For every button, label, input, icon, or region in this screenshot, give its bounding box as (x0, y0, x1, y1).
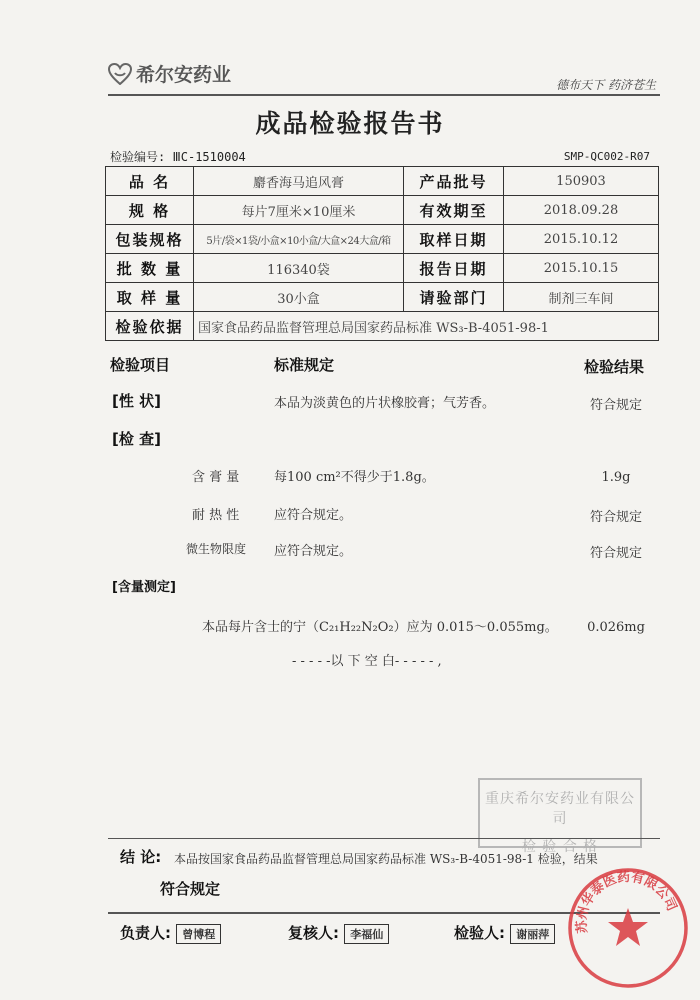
basis-value: 国家食品药品监督管理总局国家药品标准 WS₃-B-4051-98-1 (194, 312, 659, 341)
sub-test-name: 微生物限度 (186, 542, 247, 556)
assay-standard: 本品每片含士的宁（C₂₁H₂₂N₂O₂）应为 0.015～0.055mg。 (202, 620, 558, 635)
conclusion-divider (108, 838, 660, 839)
appearance-result: 符合规定 (589, 398, 642, 413)
appearance-standard: 本品为淡黄色的片状橡胶膏；气芳香。 (274, 396, 496, 411)
sample-qty-label: 取 样 量 (106, 283, 194, 312)
assay-result: 0.026mg (587, 620, 645, 635)
sub-test-name: 耐 热 性 (192, 508, 240, 523)
table-row (106, 225, 659, 254)
spec-value: 每片7厘米×10厘米 (194, 196, 404, 225)
sample-date-value: 2015.10.12 (504, 225, 659, 254)
sub-test-result: 符合规定 (589, 546, 642, 561)
document-code: SMP-QC002-R07 (563, 150, 650, 163)
column-header-item: 检验项目 (110, 356, 171, 374)
sub-test-standard: 应符合规定。 (274, 508, 353, 523)
basis-label: 检验依据 (106, 312, 194, 341)
department-value: 制剂三车间 (504, 283, 659, 312)
appearance-label: [性 状] (112, 392, 161, 410)
report-date-label: 报告日期 (404, 254, 504, 283)
column-header-result: 检验结果 (584, 358, 645, 376)
conclusion-verdict: 符合规定 (160, 880, 221, 898)
inspector-name: 谢丽萍 (510, 924, 555, 944)
quantity-label: 批 数 量 (106, 254, 194, 283)
report-date-value: 2015.10.15 (504, 254, 659, 283)
package-label: 包装规格 (106, 225, 194, 254)
inspection-label: [检 查] (112, 430, 161, 448)
sub-test-result: 1.9g (601, 470, 631, 485)
company-slogan: 德布天下 药济苍生 (556, 78, 656, 92)
company-name: 希尔安药业 (136, 64, 232, 86)
sample-date-label: 取样日期 (404, 225, 504, 254)
spec-label: 规 格 (106, 196, 194, 225)
inspector-signature: 检验人: 谢丽萍 (454, 922, 555, 944)
sub-test-standard: 应符合规定。 (274, 544, 353, 559)
seal-star-icon (608, 908, 648, 946)
responsible-signature: 负责人: 曾博程 (120, 922, 221, 944)
reviewer-name: 李福仙 (344, 924, 389, 944)
sample-qty-value: 30小盒 (194, 283, 404, 312)
column-header-standard: 标准规定 (274, 356, 335, 374)
product-info-table (105, 166, 659, 341)
red-company-seal (566, 866, 690, 990)
sub-test-result: 符合规定 (589, 510, 642, 525)
package-value: 5片/袋×1袋/小盒×10小盒/大盒×24大盒/箱 (194, 225, 404, 254)
batch-label: 产品批号 (404, 167, 504, 196)
qc-stamp-status: 检 验 合 格 (521, 839, 599, 855)
quantity-value: 116340袋 (194, 254, 404, 283)
sub-test-standard: 每100 cm²不得少于1.8g。 (274, 470, 435, 485)
table-row (106, 312, 659, 341)
company-logo (108, 60, 231, 87)
sub-test-name: 含 膏 量 (192, 470, 240, 485)
report-number: 检验编号: ⅢC-1510004 (110, 150, 246, 164)
expiry-label: 有效期至 (404, 196, 504, 225)
header-divider (108, 94, 660, 96)
product-label: 品 名 (106, 167, 194, 196)
department-label: 请验部门 (404, 283, 504, 312)
qc-stamp-company: 重庆希尔安药业有限公司 (485, 791, 635, 827)
table-row (106, 254, 659, 283)
assay-label: [含量测定] (112, 580, 176, 595)
blank-line-marker: - - - - -以 下 空 白- - - - - , (292, 654, 442, 669)
conclusion-text: 本品按国家食品药品监督管理总局国家药品标准 WS₃-B-4051-98-1 检验，结果 (174, 852, 598, 866)
responsible-name: 曾博程 (176, 924, 221, 944)
expiry-value: 2018.09.28 (504, 196, 659, 225)
conclusion-label: 结 论: (120, 848, 162, 866)
heart-logo-icon (108, 63, 132, 85)
table-row (106, 196, 659, 225)
table-row (106, 167, 659, 196)
seal-text: 苏州华泰医药有限公司 (574, 869, 679, 934)
reviewer-signature: 复核人: 李福仙 (288, 922, 389, 944)
page-title: 成品检验报告书 (255, 109, 445, 138)
table-row (106, 283, 659, 312)
batch-value: 150903 (504, 167, 659, 196)
product-value: 麝香海马追风膏 (194, 167, 404, 196)
